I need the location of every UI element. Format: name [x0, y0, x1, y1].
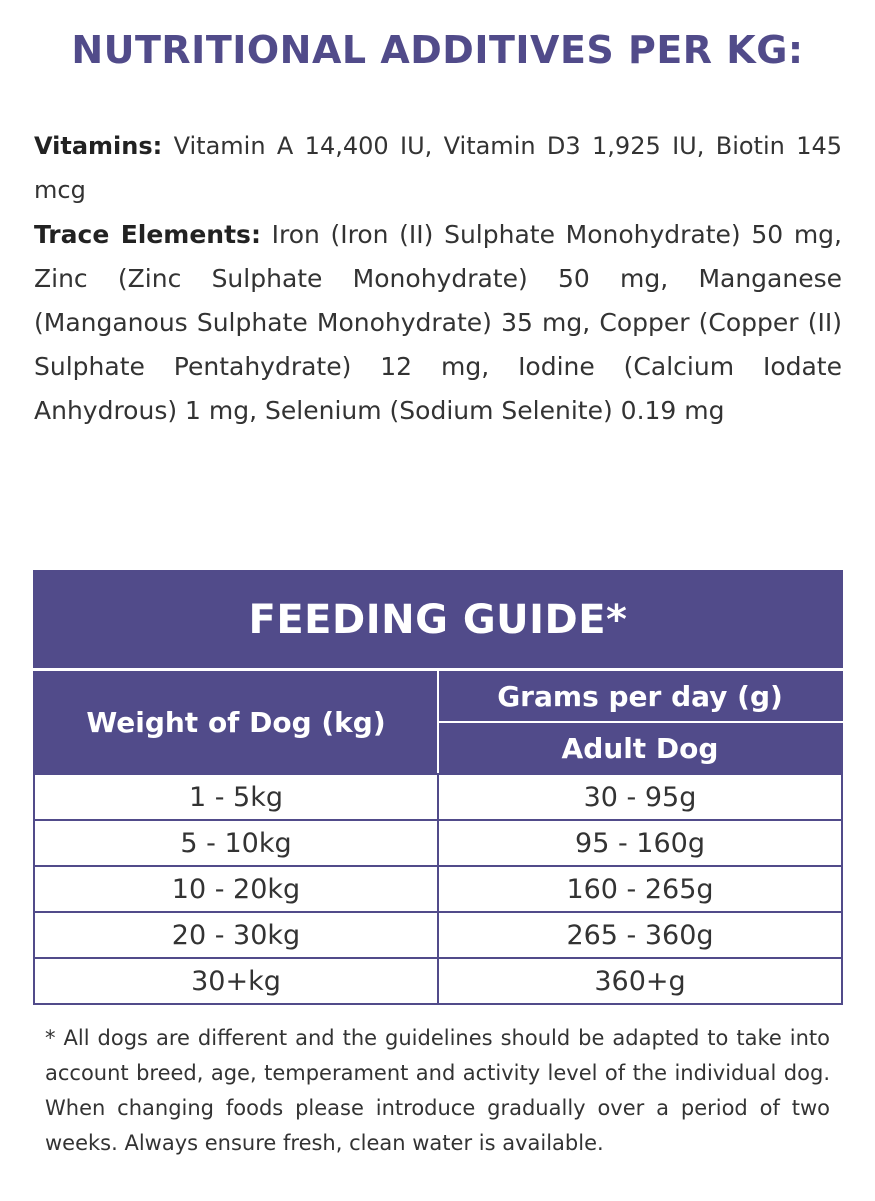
table-row [34, 866, 842, 912]
adult-dog-column-header: Adult Dog [438, 722, 842, 774]
trace-elements-label: Trace Elements: [34, 220, 261, 249]
table-row [34, 774, 842, 820]
vitamins-label: Vitamins: [34, 132, 163, 160]
grams-cell: 265 - 360g [438, 912, 842, 958]
weight-cell: 1 - 5kg [34, 774, 438, 820]
grams-cell: 95 - 160g [438, 820, 842, 866]
feeding-guide-table [33, 570, 843, 1005]
grams-column-header: Grams per day (g) [438, 670, 842, 723]
vitamins-text: Vitamin A 14,400 IU, Vitamin D3 1,925 IU, Biotin 145 mcg [34, 132, 842, 204]
weight-cell: 20 - 30kg [34, 912, 438, 958]
weight-column-header: Weight of Dog (kg) [34, 670, 438, 775]
weight-cell: 10 - 20kg [34, 866, 438, 912]
trace-elements-text: Iron (Iron (II) Sulphate Monohydrate) 50 mg, Zinc (Zinc Sulphate Monohydrate) 50 mg, Manganese (Manganous Sulphate Monohydrate) 35 mg, Copper (Copper (II) Sulphate Pentahydrate) 12 mg, Iodine (Calcium Iodate Anhydrous) 1 mg, Selenium (Sodium Selenite) 0.19 mg [34, 220, 842, 425]
table-row [34, 820, 842, 866]
additives-heading: NUTRITIONAL ADDITIVES PER KG: [71, 28, 804, 72]
grams-cell: 30 - 95g [438, 774, 842, 820]
table-row [34, 912, 842, 958]
weight-cell: 30+kg [34, 958, 438, 1004]
weight-cell: 5 - 10kg [34, 820, 438, 866]
vitamins-paragraph [34, 124, 842, 212]
feeding-footnote: * All dogs are different and the guidelines should be adapted to take into account breed, age, temperament and activity level of the individual dog. When changing foods please introduce gradually over a period of two weeks. Always ensure fresh, clean water is available. [45, 1026, 830, 1155]
grams-cell: 160 - 265g [438, 866, 842, 912]
table-row [34, 958, 842, 1004]
grams-cell: 360+g [438, 958, 842, 1004]
trace-elements-paragraph [34, 213, 842, 433]
feeding-guide-title: FEEDING GUIDE* [34, 571, 842, 670]
